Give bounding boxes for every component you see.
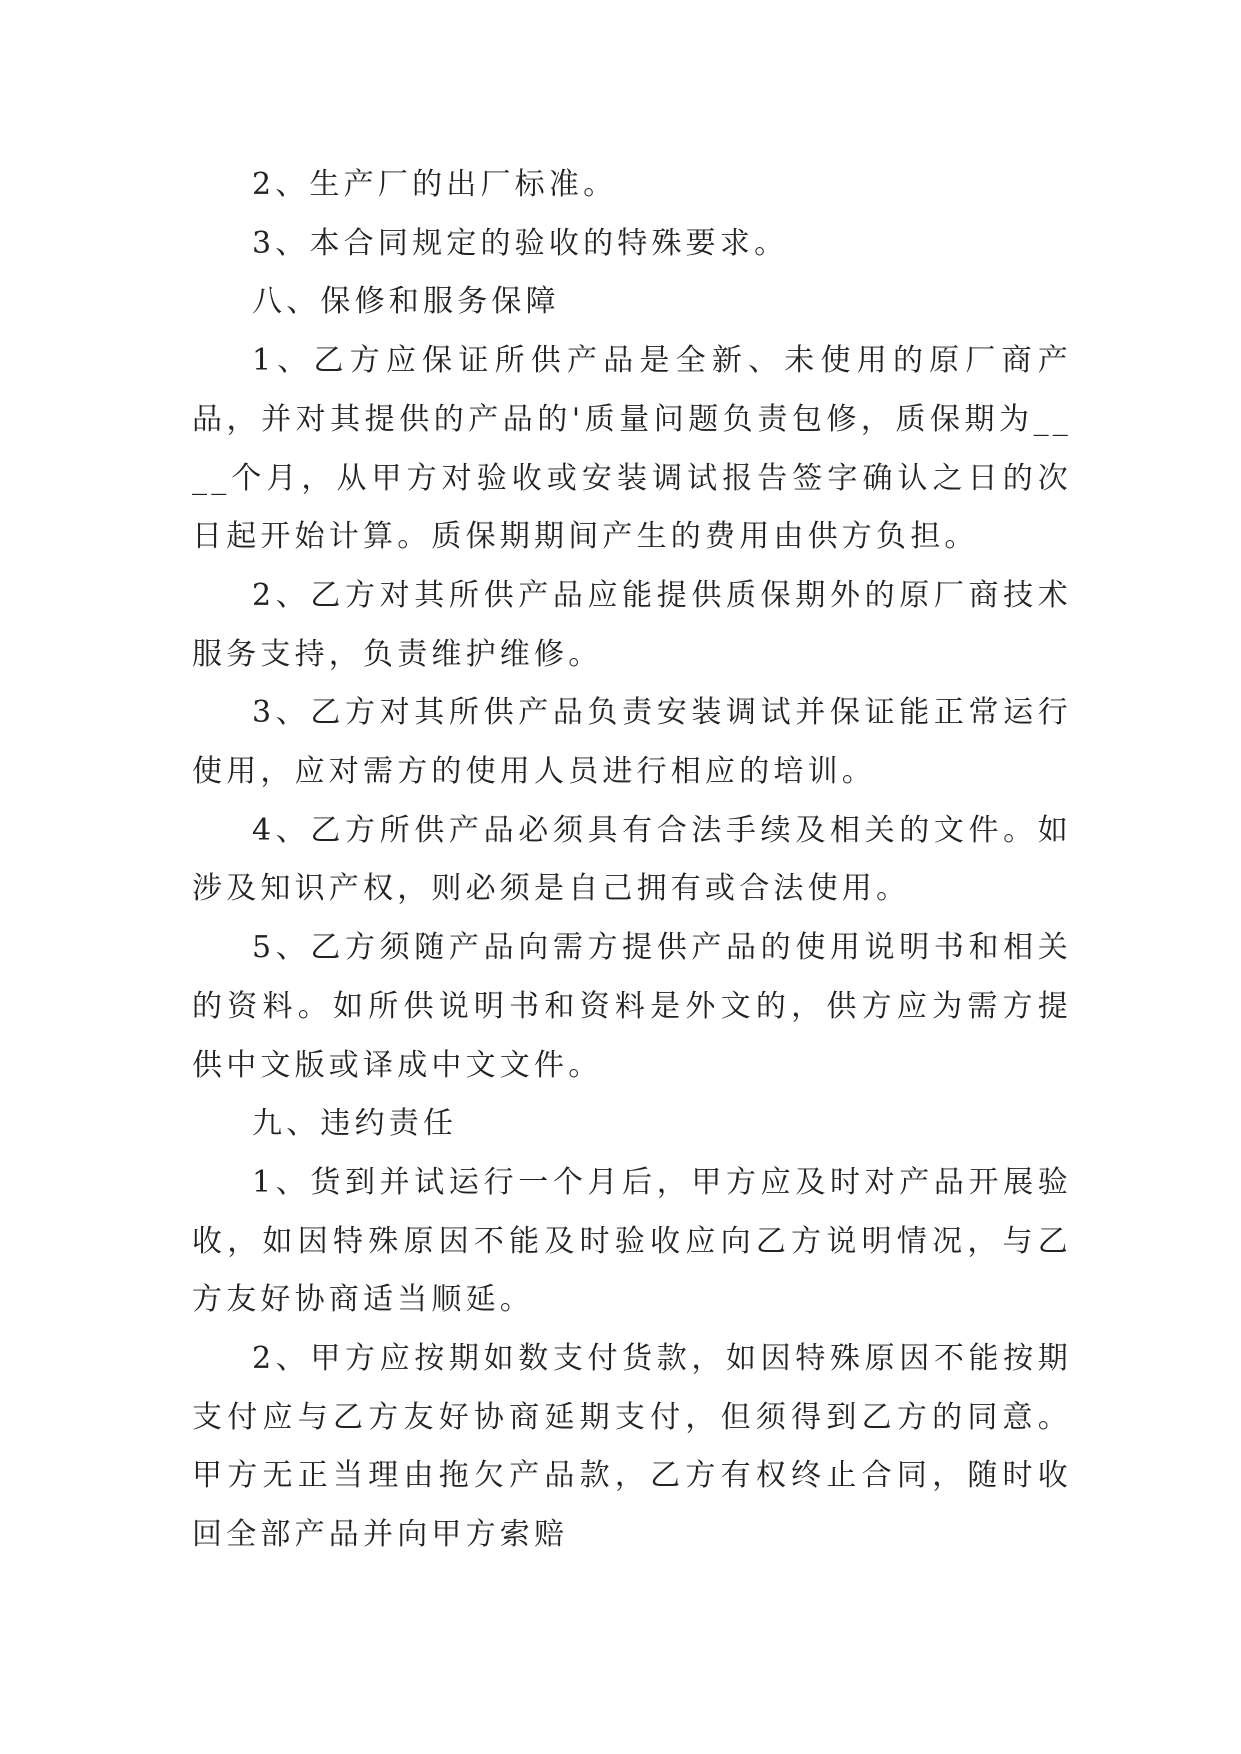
paragraph-warranty-5: 5、乙方须随产品向需方提供产品的使用说明书和相关的资料。如所供说明书和资料是外文的，供方应为需方提供中文版或译成中文文件。: [192, 930, 1072, 1083]
section-heading-warranty: 八、保修和服务保障: [252, 284, 560, 320]
paragraph-warranty-2: 2、乙方对其所供产品应能提供质保期外的原厂商技术服务支持，负责维护维修。: [192, 577, 1072, 672]
document-body: [192, 156, 1072, 1565]
paragraph-warranty-3: 3、乙方对其所供产品负责安装调试并保证能正常运行使用，应对需方的使用人员进行相应的培训。: [192, 695, 1072, 790]
paragraph-warranty-1: 1、乙方应保证所供产品是全新、未使用的原厂商产品，并对其提供的产品的'质量问题负责包修，质保期为____个月，从甲方对验收或安装调试报告签字确认之日的次日起开始计算。质保期期间产生的费用由供方负担。: [192, 343, 1072, 555]
paragraph-factory-standard: 2、生产厂的出厂标准。: [252, 167, 618, 202]
section-heading-liability: 九、违约责任: [252, 1106, 458, 1142]
paragraph-liability-1: 1、货到并试运行一个月后，甲方应及时对产品开展验收，如因特殊原因不能及时验收应向乙方说明情况，与乙方友好协商适当顺延。: [192, 1164, 1072, 1318]
paragraph-liability-2: 2、甲方应按期如数支付货款，如因特殊原因不能按期支付应与乙方友好协商延期支付，但须得到乙方的同意。甲方无正当理由拖欠产品款，乙方有权终止合同，随时收回全部产品并向甲方索赔: [192, 1341, 1072, 1553]
paragraph-special-requirements: 3、本合同规定的验收的特殊要求。: [252, 225, 789, 261]
paragraph-warranty-4: 4、乙方所供产品必须具有合法手续及相关的文件。如涉及知识产权，则必须是自己拥有或合法使用。: [192, 812, 1072, 907]
